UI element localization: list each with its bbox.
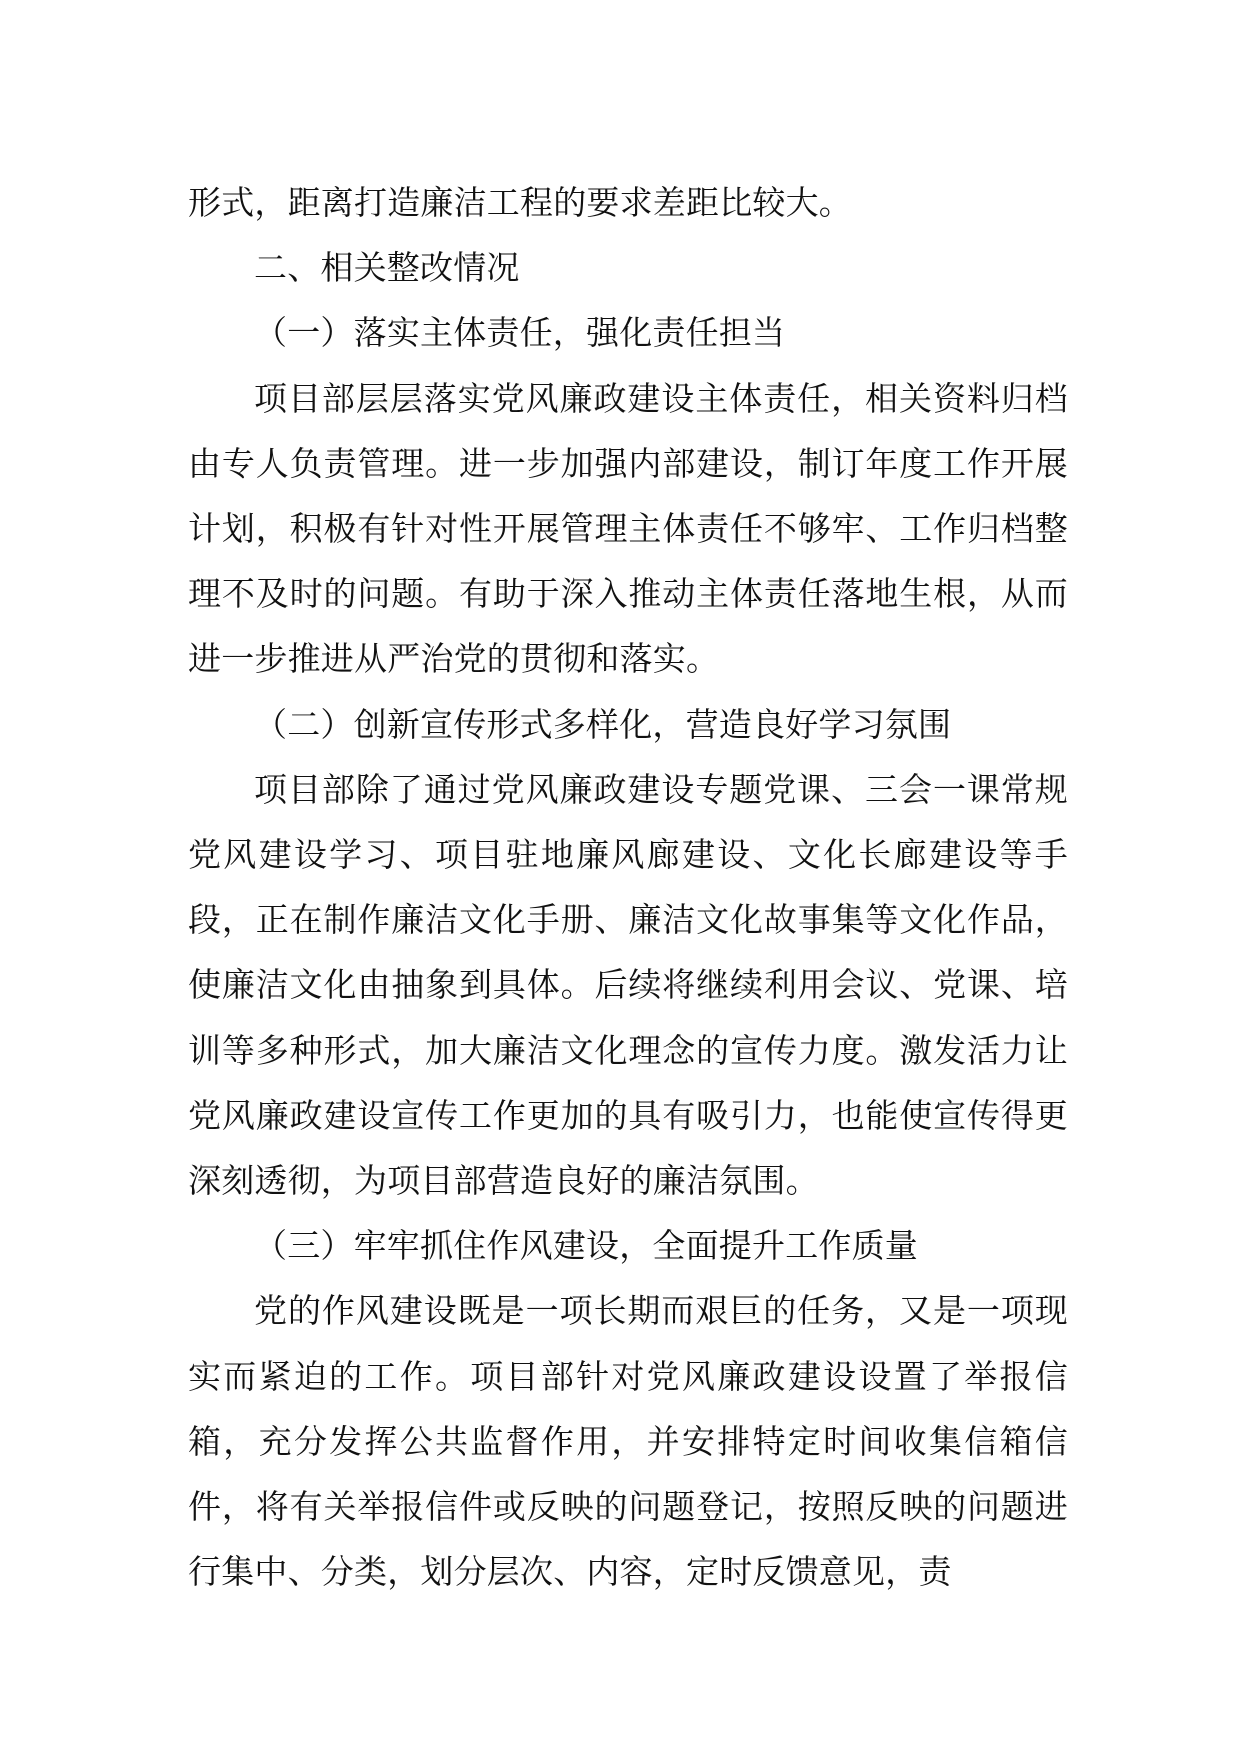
- paragraph-responsibility: 项目部层层落实党风廉政建设主体责任，相关资料归档由专人负责管理。进一步加强内部建设，制订年度工作开展计划，积极有针对性开展管理主体责任不够牢、工作归档整理不及时的问题。有助于深入推动主体责任落地生根，从而进一步推进从严治党的贯彻和落实。: [188, 378, 1068, 679]
- subheading-responsibility: （一）落实主体责任，强化责任担当: [254, 313, 786, 353]
- paragraph-continuation: 形式，距离打造廉洁工程的要求差距比较大。: [188, 183, 852, 222]
- section-heading-rectification: 二、相关整改情况: [254, 248, 520, 288]
- paragraph-publicity: 项目部除了通过党风廉政建设专题党课、三会一课常规党风建设学习、项目驻地廉风廊建设、文化长廊建设等手段，正在制作廉洁文化手册、廉洁文化故事集等文化作品，使廉洁文化由抽象到具体。后续将继续利用会议、党课、培训等多种形式，加大廉洁文化理念的宣传力度。激发活力让党风廉政建设宣传工作更加的具有吸引力，也能使宣传得更深刻透彻，为项目部营造良好的廉洁氛围。: [188, 769, 1068, 1201]
- document-body: [188, 170, 1068, 1604]
- subheading-publicity: （二）创新宣传形式多样化，营造良好学习氛围: [254, 704, 952, 744]
- subheading-work-style: （三）牢牢抓住作风建设，全面提升工作质量: [254, 1226, 918, 1266]
- paragraph-work-style: 党的作风建设既是一项长期而艰巨的任务，又是一项现实而紧迫的工作。项目部针对党风廉政建设设置了举报信箱，充分发挥公共监督作用，并安排特定时间收集信箱信件，将有关举报信件或反映的问题登记，按照反映的问题进行集中、分类，划分层次、内容，定时反馈意见，责: [188, 1291, 1068, 1592]
